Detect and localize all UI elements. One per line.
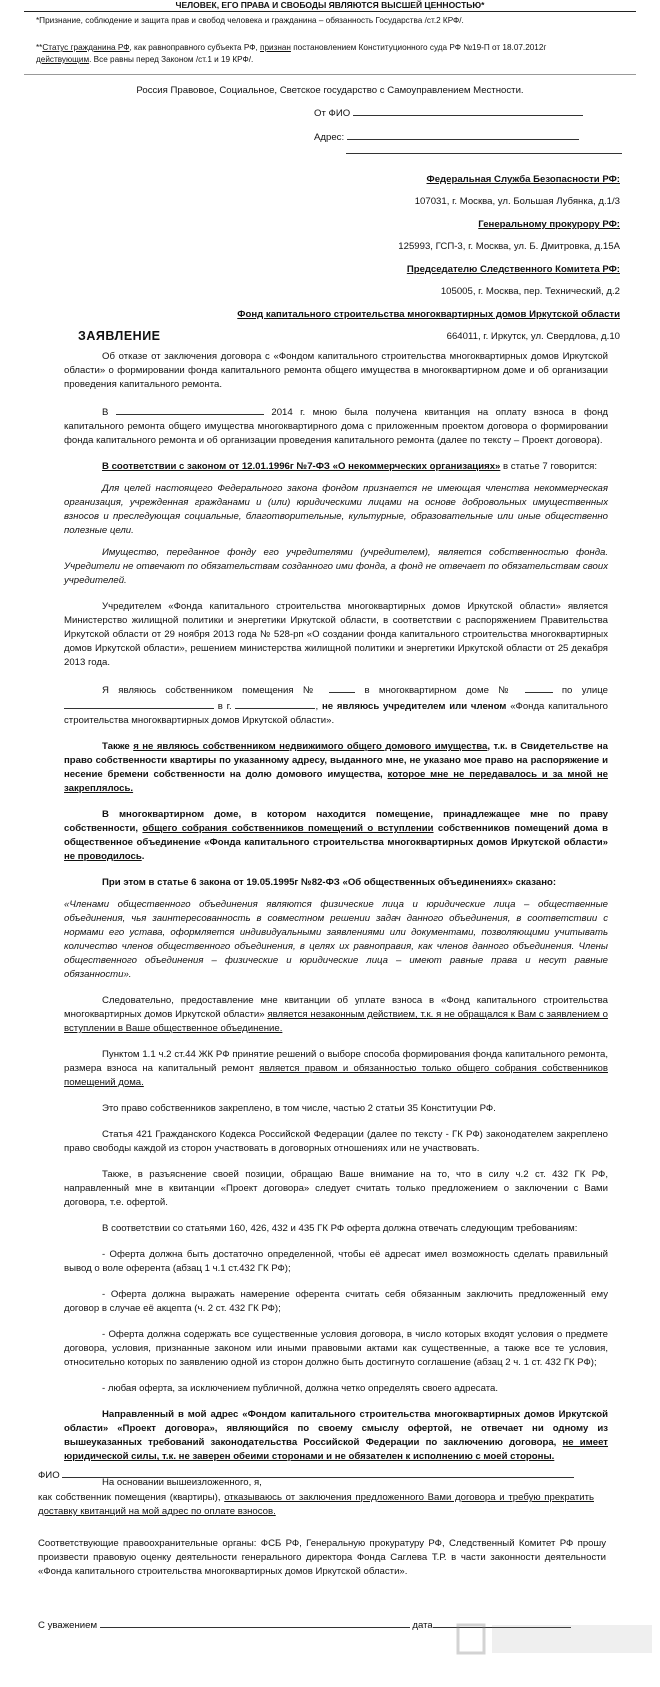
addressee-prosecutor: Генеральному прокурору РФ: — [478, 219, 620, 230]
header-motto: ЧЕЛОВЕК, ЕГО ПРАВА И СВОБОДЫ ЯВЛЯЮТСЯ ВЫСШЕЙ ЦЕННОСТЬЮ* — [24, 0, 636, 12]
addressee-sk-address: 105005, г. Москва, пер. Технический, д.2 — [440, 286, 620, 297]
addressee-fsb-address: 107031, г. Москва, ул. Большая Лубянка, д.1/3 — [414, 196, 620, 207]
list-item: - любая оферта, за исключением публичной, должна четко определять своего адресата. — [102, 1383, 499, 1394]
from-address-line: Адрес: — [314, 129, 614, 145]
paragraph: В 2014 г. мною была получена квитанция на оплату взноса в фонд капитального ремонта общего имущества многоквартирного дома с приложенным проектом договора о формировании фонда капитального ремонта и об организации проведения капитального ремонта (далее по тексту – Проект договора). — [64, 404, 608, 448]
addressee-fsb: Федеральная Служба Безопасности РФ: — [426, 174, 620, 185]
paragraph: Соответствующие правоохранительные органы: ФСБ РФ, Генеральную прокуратуру РФ, Следственный Комитет РФ прошу произвести правовую оценку деятельности генерального директора Фонда Саглева Т.Р. в части законности деятельности «Фонда капитального строительства многоквартирных домов Иркутской области». — [38, 1538, 606, 1577]
paragraph: Об отказе от заключения договора с «Фондом капитального строительства многоквартирных домов Иркутской области» о формировании фонда капитального ремонта общего имущества в многоквартирном доме и об организации проведения капитального ремонта. — [64, 351, 608, 390]
document-body — [64, 350, 608, 1502]
paragraph: При этом в статье 6 закона от 19.05.1995г №82-ФЗ «Об общественных объединениях» сказано: — [102, 877, 557, 888]
quote: Для целей настоящего Федерального закона фондом признается не имеющая членства некоммерческая организация, учрежденная гражданами и (или) юридическими лицами на основе добровольных имущественных взносов и преследующая социальные, благотворительные, культурные, образовательные или иные общественно полезные цели. — [64, 483, 608, 536]
paragraph: В многоквартирном доме, в котором находится помещение, принадлежащее мне по праву собственности, общего собрания собственников помещений о вступлении собственников помещений дома в общественное объединение «Фонда капитального строительства многоквартирных домов Иркутской области» не проводилось. — [64, 809, 608, 862]
paragraph: На основании вышеизложенного, я, — [102, 1477, 262, 1488]
paragraph: Это право собственников закреплено, в том числе, частью 2 статьи 35 Конституции РФ. — [102, 1103, 496, 1114]
quote: Имущество, переданное фонду его учредителями (учредителем), является собственностью фонда. Учредители не отвечают по обязательствам созданного ими фонда, а фонд не отвечает по обязательствам своих учредителей. — [64, 547, 608, 586]
address-extra-line — [346, 153, 622, 154]
paragraph: как собственник помещения (квартиры), отказываюсь от заключения предложенного Вами договора и требую прекратить доставку квитанций на мой адрес по оплате взносов. — [38, 1492, 594, 1517]
paragraph: Я являюсь собственником помещения № в многоквартирном доме № по улице в г. , не являюсь учредителем или членом «Фонда капитального строительства многоквартирных домов Иркутской области». — [64, 682, 608, 728]
addressee-sk: Председателю Следственного Комитета РФ: — [406, 264, 620, 275]
preamble: Россия Правовое, Социальное, Светское государство с Самоуправлением Местности. — [136, 85, 524, 96]
signature-date-line: С уважением дата — [38, 1617, 618, 1633]
addressees-block — [150, 173, 620, 344]
addressee-fund-address: 664011, г. Иркутск, ул. Свердлова, д.10 — [446, 331, 620, 342]
watermark-logo — [456, 1619, 656, 1659]
watermark-icon — [456, 1619, 656, 1659]
paragraph: Статья 421 Гражданского Кодекса Российской Федерации (далее по тексту - ГК РФ) законодателем закреплено право свободы каждой из сторон участвовать в договорных отношениях или не участвовать. — [64, 1129, 608, 1154]
addressee-fund: Фонд капитального строительства многоквартирных домов Иркутской области — [237, 309, 620, 320]
list-item: - Оферта должна быть достаточно определенной, чтобы её адресат имел возможность сделать правильный вывод о воле оферента (абзац 1 ч.1 ст.432 ГК РФ); — [64, 1249, 608, 1274]
paragraph: Пунктом 1.1 ч.2 ст.44 ЖК РФ принятие решений о выборе способа формирования фонда капитального ремонта, размера взноса на капитальный ремонт является правом и обязанностью только общего собрания собственников помещений дома. — [64, 1049, 608, 1088]
paragraph: Учредителем «Фонда капитального строительства многоквартирных домов Иркутской области» является Министерство жилищной политики и энергетики Иркутской области, в соответствии с распоряжением Правительства Иркутской области от 29 ноября 2013 года № 528-рп «О создании фонда капитального строительства многоквартирных домов Иркутской области», решением министерства жилищной политики и энергетики Иркутской области от 25 декабря 2013 года. — [64, 601, 608, 668]
paragraph: В соответствии с законом от 12.01.1996г №7-ФЗ «О некоммерческих организациях» в статье 7 говорится: — [102, 461, 597, 472]
document-title: ЗАЯВЛЕНИЕ — [78, 329, 161, 343]
paragraph: Также я не являюсь собственником недвижимого общего домового имущества, т.к. в Свидетельстве на право собственности квартиры по указанному адресу, выданного мне, не указано мое право на распоряжение и несение бремени собственности на долю домового имущества, которое мне не передавалось и за мной не закреплялось. — [64, 741, 609, 794]
list-item: - Оферта должна содержать все существенные условия договора, в число которых входят условия о предмете договора, условия, признанные законом или иными правовыми актами как существенные, а также все те условия, относительно которых по заявлению одной из сторон должно быть достигнуто соглашение (абзац 2 ч. 1 ст. 432 ГК РФ); — [64, 1329, 608, 1368]
addressee-prosecutor-address: 125993, ГСП-3, г. Москва, ул. Б. Дмитровка, д.15А — [398, 241, 620, 252]
quote: «Членами общественного объединения являются физические лица и юридические лица – общественные объединения, чья заинтересованность в совместном решении задач данного объединения, в соответствии с нормами его устава, оформляется индивидуальными заявлениями или документами, позволяющими учитывать количество членов общественного объединения, в целях их равноправия, как членов данного объединения. Члены общественного объединения – физические и юридические лица – имеют равные права и несут равные обязанности». — [64, 899, 608, 980]
paragraph: Направленный в мой адрес «Фондом капитального строительства многоквартирных домов Иркутской области» «Проект договора», являющийся по своему смыслу офертой, не отвечает ни одному из вышеуказанных требований законодательства Российской Федерации по заключению договора, не имеет юридической силы, т.к. не заверен обеими сторонами и не обязателен к исполнению с моей стороны. — [64, 1409, 608, 1462]
divider — [24, 74, 636, 75]
paragraph: В соответствии со статьями 160, 426, 432 и 435 ГК РФ оферта должна отвечать следующим требованиям: — [102, 1223, 578, 1234]
fio-signature-line: ФИО — [38, 1467, 618, 1483]
paragraph: Также, в разъяснение своей позиции, обращаю Ваше внимание на то, что в силу ч.2 ст. 432 ГК РФ, направленный мне в квитанции «Проект договора» следует считать только предложением о заключении с Вами договора, т.е. офертой. — [64, 1169, 608, 1208]
from-fio-line: От ФИО — [314, 105, 614, 121]
paragraph: Следовательно, предоставление мне квитанции об уплате взноса в «Фонд капитального строительства многоквартирных домов Иркутской области» является незаконным действием, т.к. я не обращался к Вам с заявлением о вступлении в Ваше общественное объединение. — [64, 995, 608, 1034]
list-item: - Оферта должна выражать намерение оферента считать себя обязанным заключить предложенный ему договор в случае её акцепта (ч. 2 ст. 432 ГК РФ); — [64, 1289, 608, 1314]
footnote-1: *Признание, соблюдение и защита прав и свобод человека и гражданина – обязанность Государства /ст.2 КРФ/. — [36, 16, 464, 25]
footnote-2: **Статус гражданина РФ, как равноправного субъекта РФ, признан постановлением Конституционного суда РФ №19-П от 18.07.2012г действующим. Все равны перед Законом /ст.1 и 19 КРФ/. — [36, 43, 547, 64]
